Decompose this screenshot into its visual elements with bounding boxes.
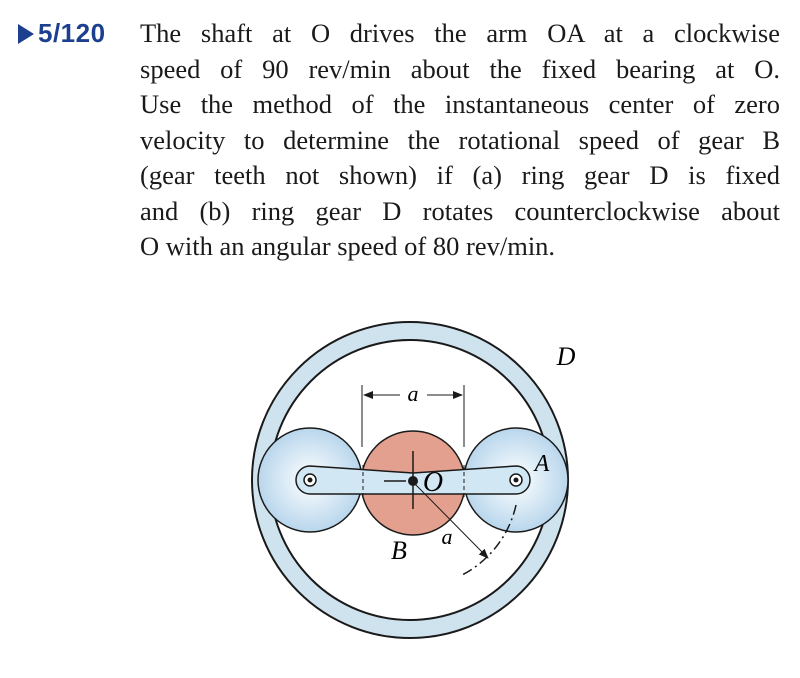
problem-statement [140, 16, 780, 265]
problem-line: and (b) ring gear D rotates counterclockwise about [140, 195, 780, 226]
problem-number [18, 18, 106, 49]
problem-line: The shaft at O drives the arm OA at a clockwise [140, 18, 780, 48]
pin-a-dot [514, 478, 519, 483]
label-o: O [422, 467, 444, 498]
label-d: D [556, 342, 576, 371]
triangle-marker-icon [18, 24, 34, 44]
problem-line: speed of 90 rev/min about the fixed bearing at O. [140, 53, 780, 84]
gear-train-figure [250, 297, 590, 669]
problem-line: (gear teeth not shown) if (a) ring gear D is fixed [140, 160, 780, 190]
problem-line: Use the method of the instantaneous center of zero [140, 89, 780, 119]
label-a: A [534, 451, 550, 477]
label-b: B [391, 536, 407, 565]
problem-number-label: 5/120 [38, 18, 106, 48]
center-o-dot [408, 476, 418, 486]
dimension-label-a: a [407, 381, 419, 406]
left-pin-dot [308, 478, 313, 483]
radius-label-a: a [441, 524, 453, 549]
problem-line: O with an angular speed of 80 rev/min. [140, 231, 556, 261]
problem-line: velocity to determine the rotational speed of gear B [140, 124, 780, 155]
